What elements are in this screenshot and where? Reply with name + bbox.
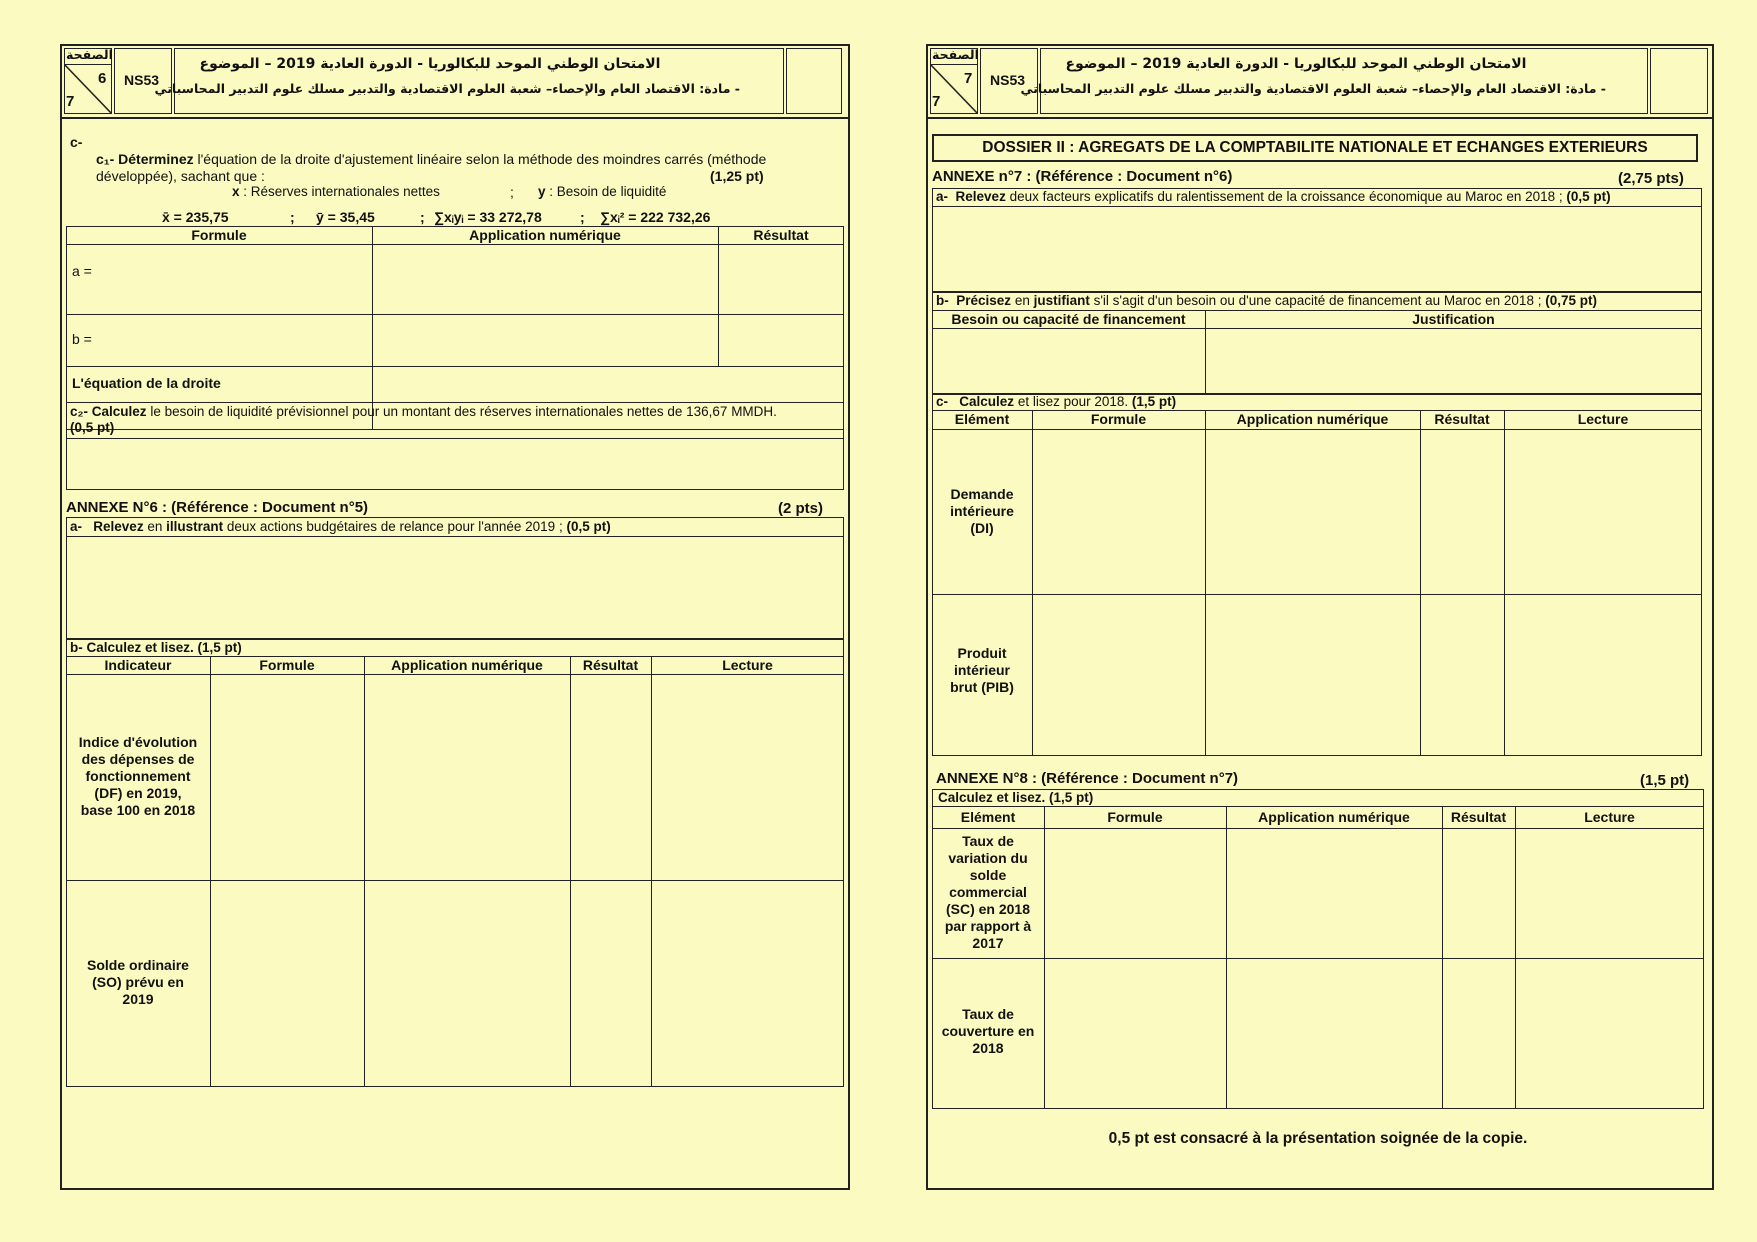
a7c-row-pib: Produit intérieur brut (PIB): [950, 645, 1014, 695]
row-b: b =: [72, 331, 92, 347]
annexe6-a-text: a- Relevez en illustrant deux actions budgétaires de relance pour l'année 2019 ; (0,5 pt): [70, 519, 611, 534]
right-title-ar: الامتحان الوطني الموحد للبكالوريا - الدورة العادية 2019 – الموضوع: [1065, 56, 1527, 72]
a7b-head-justification: Justification: [1412, 311, 1495, 327]
annexe6-title: ANNEXE N°6 : (Référence : Document n°5): [66, 499, 369, 516]
c2-points: (0,5 pt): [70, 420, 115, 435]
left-mark-box: [786, 48, 842, 114]
a7c-head-lecture: Lecture: [1577, 411, 1629, 427]
t1-head-res: Résultat: [753, 227, 809, 243]
dossier-title: DOSSIER II : AGREGATS DE LA COMPTABILITE NATIONALE ET ECHANGES EXTERIEURS: [982, 139, 1648, 156]
annexe7-points: (2,75 pts): [1618, 170, 1684, 187]
a6-head-res: Résultat: [582, 657, 639, 673]
annexe7-b-text: b- Précisez en justifiant s'il s'agit d'un besoin ou d'une capacité de financement au Maroc en 2018 ; (0,75 pt): [936, 293, 1597, 308]
c1-vars: x : Réserves internationales nettes: [232, 184, 440, 199]
a8-head-lecture: Lecture: [1584, 809, 1635, 825]
annexe6-b-text: b- Calculez et lisez. (1,5 pt): [70, 640, 242, 655]
t1-head-app: Application numérique: [469, 227, 621, 243]
stat-ybar: ȳ = 35,45: [316, 209, 375, 225]
annexe7-title: ANNEXE n°7 : (Référence : Document n°6): [932, 168, 1233, 185]
right-page-total: 7: [932, 93, 941, 110]
a6-row-indice: Indice d'évolution des dépenses de fonctionnement (DF) en 2019, base 100 en 2018: [78, 734, 198, 818]
annexe7-c-text: c- Calculez et lisez pour 2018. (1,5 pt): [936, 394, 1177, 409]
c2-text: c₂- Calculez le besoin de liquidité prévisionnel pour un montant des réserves internationales nettes de 136,67 MMDH.: [70, 404, 777, 419]
right-subject-ar: - مادة: الاقتصاد العام والإحصاء– شعبة العلوم الاقتصادية والتدبير مسلك علوم التدبير المحاسباتي: [1020, 81, 1606, 96]
a8-head-element: Elément: [960, 809, 1016, 825]
annexe8-table: [932, 789, 1704, 1109]
presentation-note: 0,5 pt est consacré à la présentation soignée de la copie.: [1108, 1130, 1528, 1147]
annexe7-a-text: a- Relevez deux facteurs explicatifs du ralentissement de la croissance économique au Maroc en 2018 ; (0,5 pt): [936, 189, 1611, 204]
right-code: NS53: [990, 72, 1026, 88]
left-page-total: 7: [66, 93, 75, 110]
left-page-num: 6: [98, 70, 107, 87]
annexe8-sub: Calculez et lisez. (1,5 pt): [938, 790, 1094, 805]
a8-row-taux-variation: Taux de variation du solde commercial (SC) en 2018 par rapport à 2017: [944, 833, 1032, 951]
c1-line2: développée), sachant que :: [96, 168, 265, 184]
annexe8-title: ANNEXE N°8 : (Référence : Document n°7): [936, 770, 1239, 787]
a6-head-formule: Formule: [259, 657, 315, 673]
regression-table: [66, 226, 844, 430]
c1-points: (1,25 pt): [710, 168, 764, 184]
right-page-num: 7: [964, 70, 973, 87]
annexe8-points: (1,5 pt): [1640, 772, 1690, 789]
a7c-head-formule: Formule: [1090, 411, 1147, 427]
a6-head-indicateur: Indicateur: [104, 657, 172, 673]
t1-head-formule: Formule: [191, 227, 247, 243]
a7b-head-besoin: Besoin ou capacité de financement: [951, 311, 1186, 327]
a6-row-solde: Solde ordinaire (SO) prévu en 2019: [87, 957, 189, 1007]
a6-head-app: Application numérique: [391, 657, 543, 673]
c-label: c-: [70, 134, 83, 150]
annexe6-points: (2 pts): [778, 500, 823, 517]
a6-head-lecture: Lecture: [722, 657, 773, 673]
a7c-row-di: Demande intérieure (DI): [950, 486, 1014, 536]
stat-xbar: x̄ = 235,75: [162, 209, 229, 225]
stat-sumx2: ∑xᵢ² = 222 732,26: [600, 209, 711, 225]
c1-yvar: y : Besoin de liquidité: [538, 184, 667, 199]
a7c-head-element: Elément: [954, 411, 1010, 427]
annexe7-c-table: [932, 394, 1702, 756]
a7c-head-res: Résultat: [1434, 411, 1490, 427]
right-page-word: الصفحة: [932, 47, 979, 62]
a8-head-res: Résultat: [1450, 809, 1507, 825]
a8-head-formule: Formule: [1107, 809, 1163, 825]
left-page-word: الصفحة: [66, 47, 113, 62]
annexe6-b-table: [66, 639, 844, 1087]
a8-head-app: Application numérique: [1258, 809, 1410, 825]
left-title-ar: الامتحان الوطني الموحد للبكالوريا - الدورة العادية 2019 – الموضوع: [199, 56, 661, 72]
stat-sumxy: ∑xᵢyᵢ = 33 272,78: [434, 209, 542, 225]
c1-line1: c₁- Déterminez l'équation de la droite d'ajustement linéaire selon la méthode des moindres carrés (méthode: [96, 151, 767, 167]
left-code: NS53: [124, 72, 160, 88]
a8-row-taux-couverture: Taux de couverture en 2018: [941, 1006, 1035, 1056]
row-equation: L'équation de la droite: [72, 375, 221, 391]
a7c-head-app: Application numérique: [1236, 411, 1389, 427]
left-subject-ar: - مادة: الاقتصاد العام والإحصاء– شعبة العلوم الاقتصادية والتدبير مسلك علوم التدبير المحاسباتي: [154, 81, 740, 96]
row-a: a =: [72, 263, 92, 279]
right-mark-box: [1650, 48, 1708, 114]
